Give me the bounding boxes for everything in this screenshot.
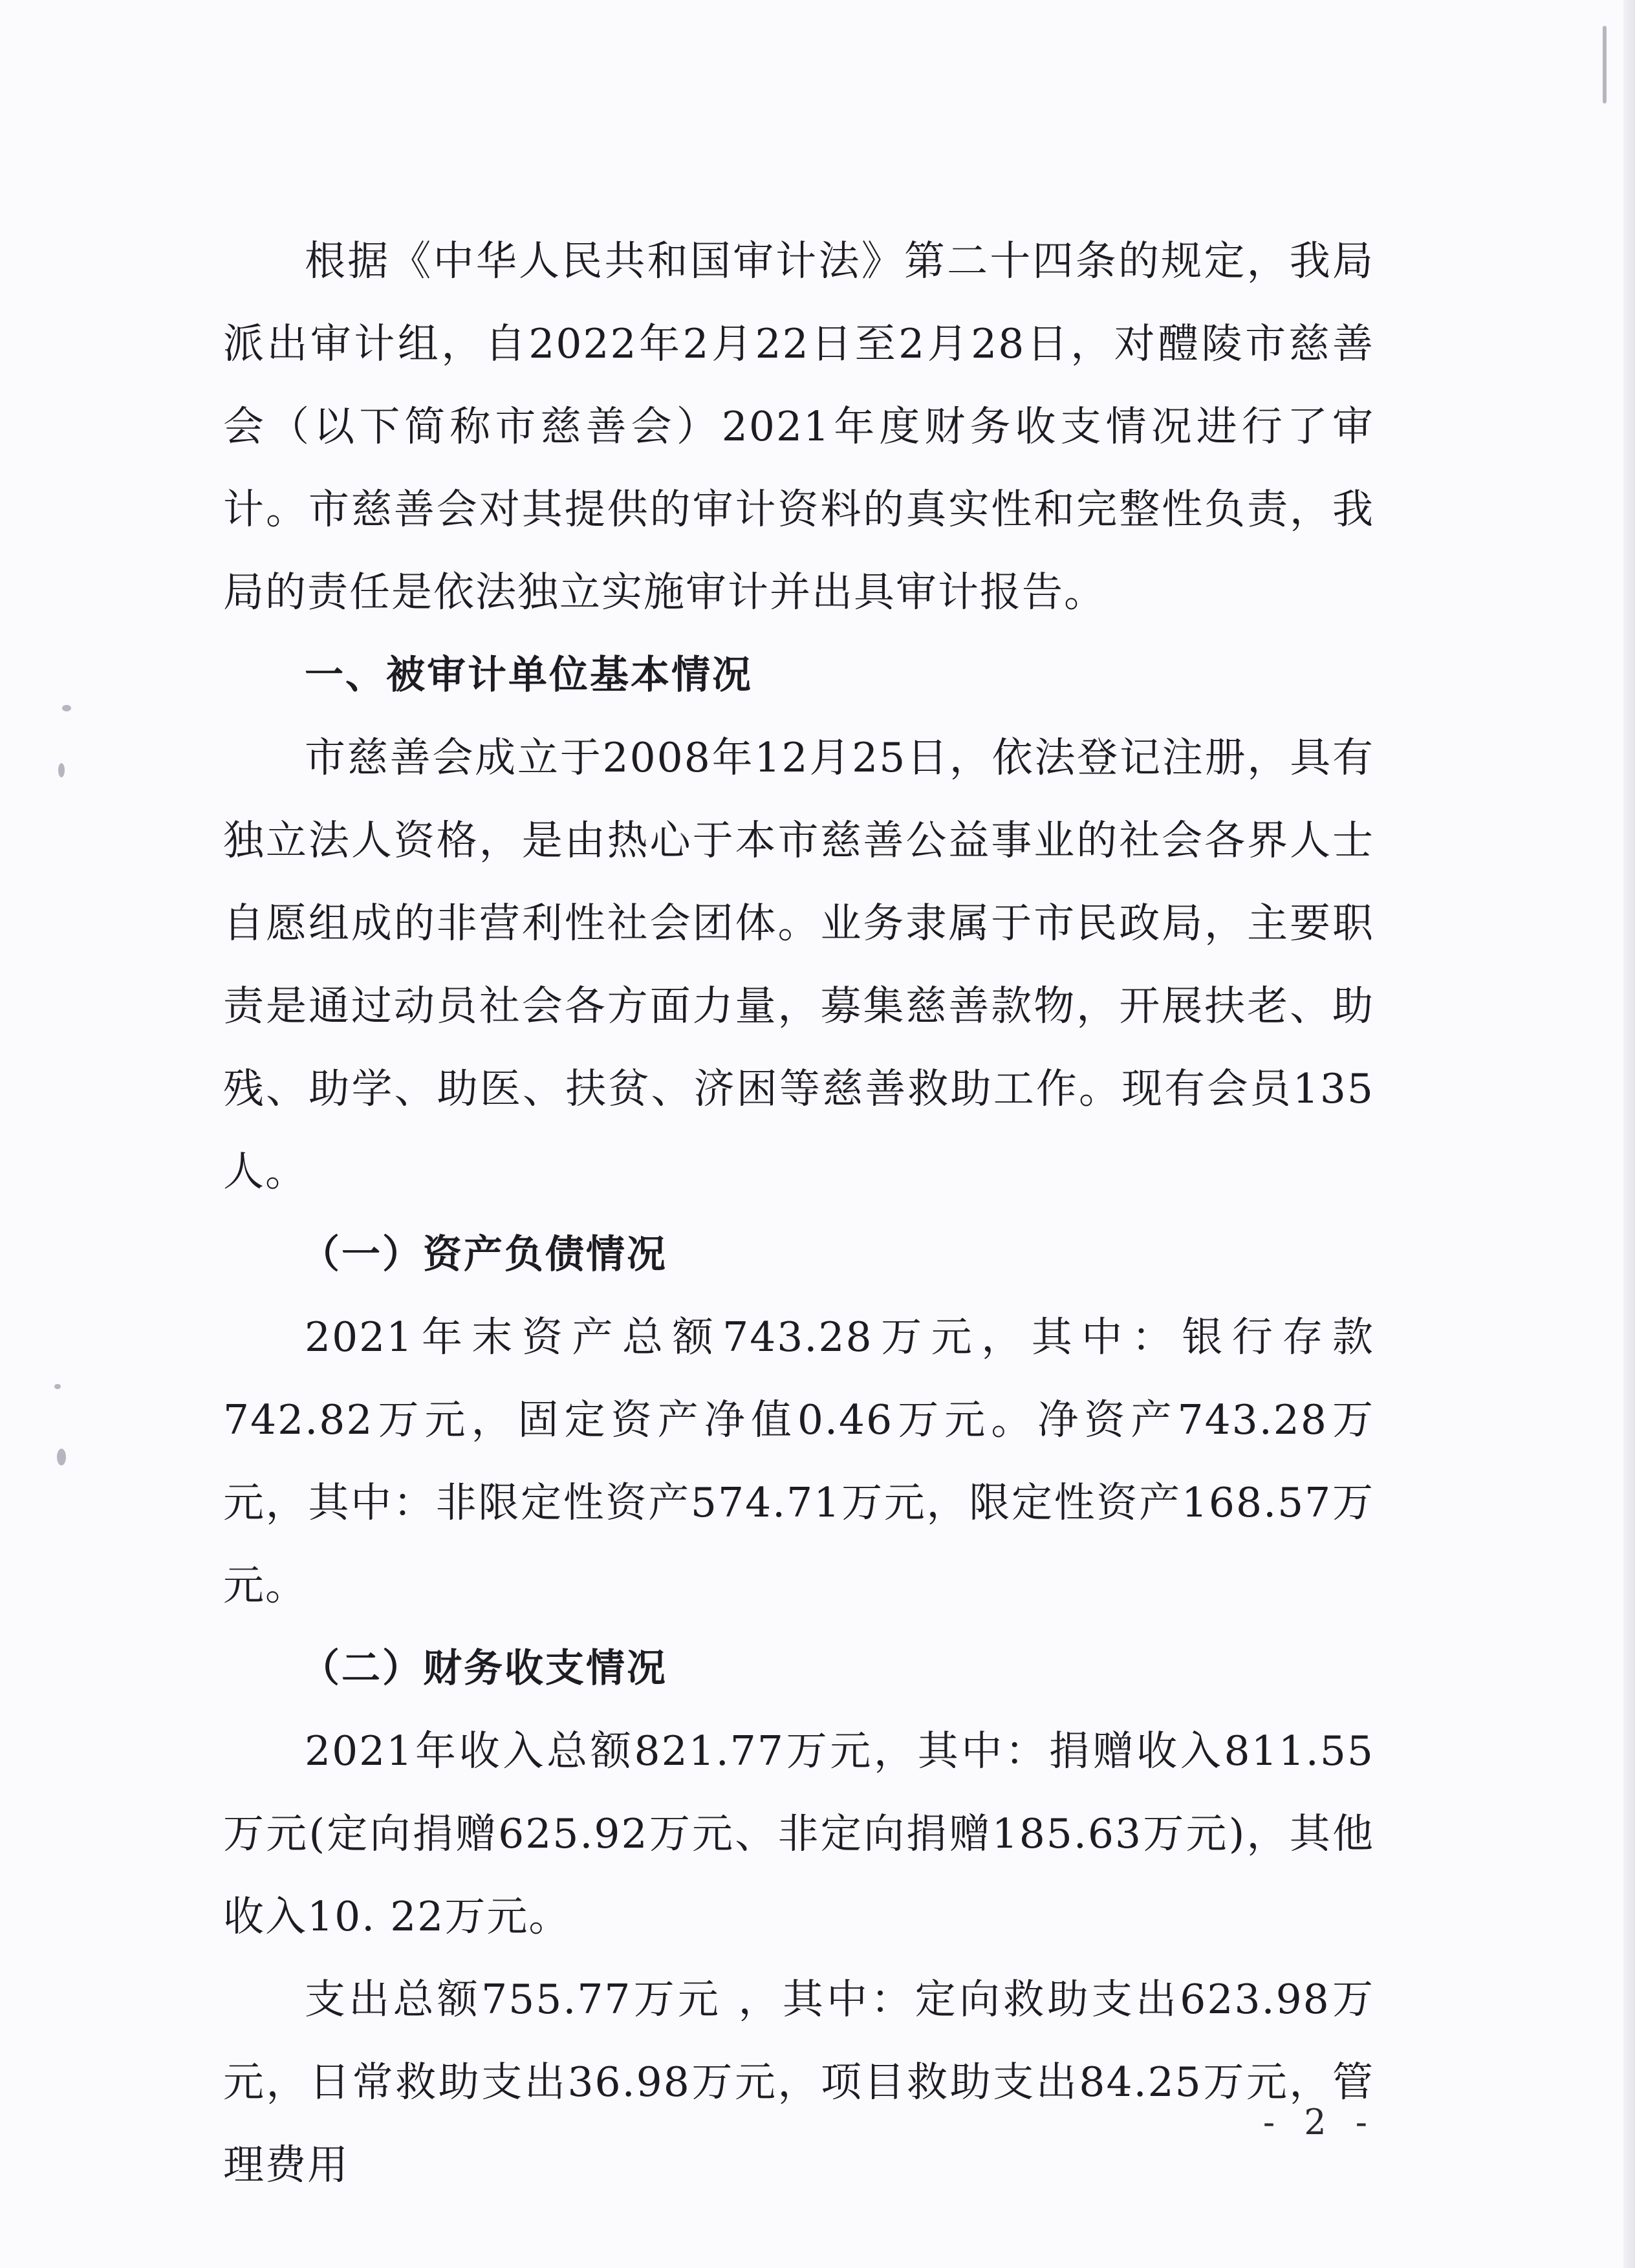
income-paragraph: 2021年收入总额821.77万元，其中：捐赠收入811.55万元(定向捐赠625.92万元、非定向捐赠185.63万元)，其他收入10. 22万元。	[223, 1727, 1374, 1940]
document-body	[223, 220, 1374, 2207]
assets-liabilities-paragraph: 2021年末资产总额743.28万元，其中：银行存款742.82万元，固定资产净值0.46万元。净资产743.28万元，其中：非限定性资产574.71万元，限定性资产168.57万元。	[223, 1313, 1374, 1609]
scan-speck	[57, 1449, 66, 1465]
page-number: - 2 -	[1262, 2102, 1376, 2143]
intro-paragraph: 根据《中华人民共和国审计法》第二十四条的规定，我局派出审计组，自2022年2月22日至2月28日，对醴陵市慈善会（以下简称市慈善会）2021年度财务收支情况进行了审计。市慈善会对其提供的审计资料的真实性和完整性负责，我局的责任是依法独立实施审计并出具审计报告。	[223, 237, 1374, 616]
section-heading-basic-info: 一、被审计单位基本情况	[305, 653, 753, 698]
page-edge	[1623, 0, 1635, 2268]
subheading-assets-liabilities: （一）资产负债情况	[301, 1232, 667, 1277]
scan-speck	[58, 763, 65, 777]
basic-info-paragraph: 市慈善会成立于2008年12月25日，依法登记注册，具有独立法人资格，是由热心于本市慈善公益事业的社会各界人士自愿组成的非营利性社会团体。业务隶属于市民政局，主要职责是通过动员社会各方面力量，募集慈善款物，开展扶老、助残、助学、助医、扶贫、济困等慈善救助工作。现有会员135人。	[223, 734, 1374, 1195]
subheading-income-expenditure: （二）财务收支情况	[301, 1646, 667, 1691]
scan-speck	[54, 1384, 61, 1389]
expenditure-paragraph: 支出总额755.77万元 ，其中：定向救助支出623.98万元，日常救助支出36.98万元，项目救助支出84.25万元，管理费用	[223, 1976, 1374, 2188]
scan-speck	[1603, 26, 1607, 103]
scan-speck	[62, 705, 71, 711]
